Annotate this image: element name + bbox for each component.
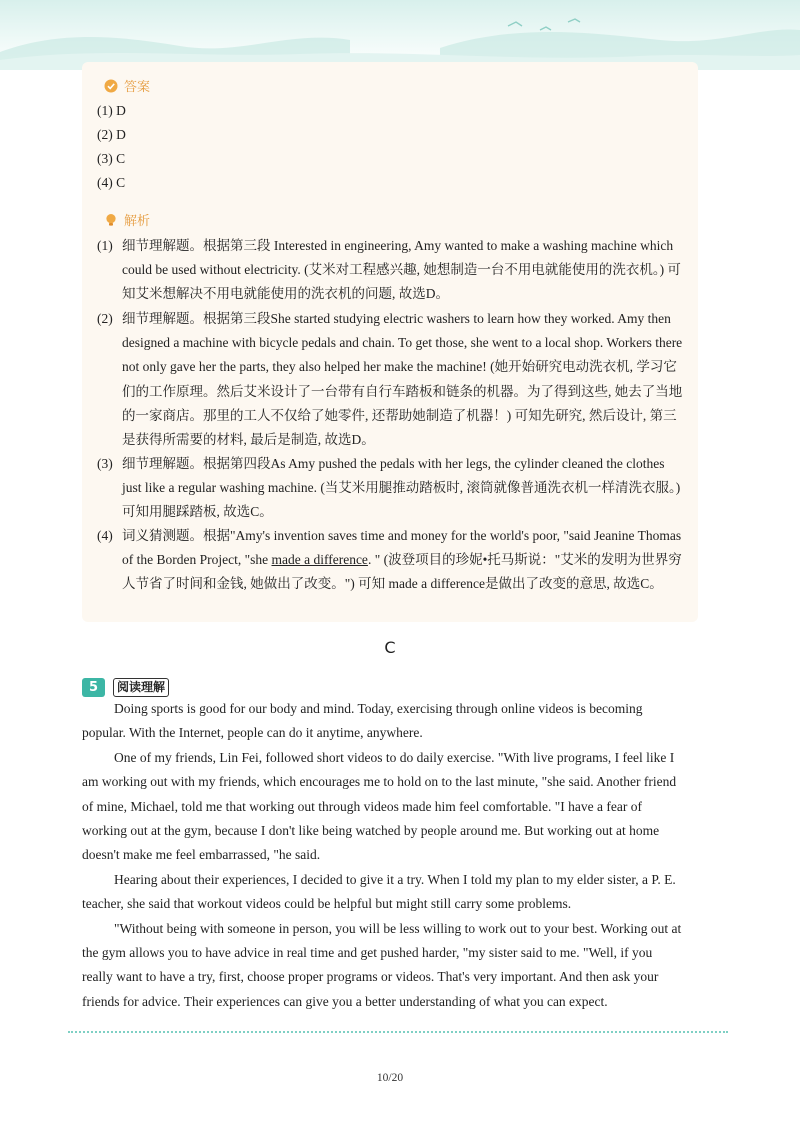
explanation-text: 细节理解题。根据第三段 Interested in engineering, Amy wanted to make a washing machine which could be used without electricity. (艾米对工程感兴趣, 她想制造一台不用电就能使用的洗衣机。) 可知艾米想解决不用电就能使用的洗衣机的问题, 故选D。 [122,238,681,302]
section-letter: C [384,638,396,657]
underlined-phrase: made a difference [271,552,368,568]
explanation-text: 细节理解题。根据第四段As Amy pushed the pedals with her legs, the cylinder cleaned the clothes just like a regular washing machine. (当艾米用腿推动踏板时, 滚筒就像普通洗衣机一样清洗衣服。) 可知用腿踩踏板, 故选C。 [122,456,681,520]
answer-item: (4) C [97,175,126,190]
page-number: 10/20 [376,1072,404,1084]
answer-label-text: 答案 [124,80,151,95]
question-number-badge: 5 [82,678,105,697]
answer-item: (1) D [97,103,126,118]
explanation-number: (1) [97,238,113,253]
passage-paragraph: Doing sports is good for our body and mind. Today, exercising through online videos is becoming popular. With the Internet, people can do it anytime, anywhere. [82,701,643,741]
header-banner [0,0,800,70]
explanation-item [97,234,687,307]
explanation-text [122,524,687,597]
check-badge-icon [104,79,118,93]
analysis-label-text: 解析 [124,214,151,229]
reading-passage [82,697,682,1014]
answer-item: (2) D [97,127,126,142]
passage-paragraph: Hearing about their experiences, I decided to give it a try. When I told my plan to my elder sister, a P. E. teacher, she said that workout videos could be helpful but might still carry some problems. [82,871,676,912]
explanation-number: (2) [97,311,113,326]
explanation-text: 细节理解题。根据第三段She started studying electric washers to learn how they worked. Amy then designed a machine with bicycle pedals and chain. To get those, she went to a local shop. Workers there not only gave her the parts, they also helped her make the machine! (她开始研究电动洗衣机, 学习它们的工作原理。然后艾米设计了一台带有自行车踏板和链条的机器。为了得到这些, 她去了当地的一家商店。那里的工人不仅给了她零件, 还帮助她制造了机器！) 可知先研究, 然后设计, 第三是获得所需要的材料, 最后是制造, 故选D。 [122,311,683,448]
passage-paragraph: One of my friends, Lin Fei, followed short videos to do daily exercise. "With live programs, I feel like I am working out with my friends, which encourages me to hold on to the last minute, "she said. Another friend of mine, Michael, told me that working out through videos made him feel comfortable. "I have a fear of working out at the gym, because I don't like being watched by people around me. But working out at home doesn't make me feel embarrassed, "he said. [82,749,677,863]
analysis-label [104,210,150,229]
landscape-decoration-icon [0,0,800,70]
explanation-text-pre: 词义猜测题。根据"Amy's invention saves time and money for the world's poor, "said Jeanine Thomas of the Borden Project, "she [122,528,682,568]
explanation-item [97,524,687,597]
explanation-text-post: . " (波登项目的珍妮•托马斯说："艾米的发明为世界穷人节省了时间和金钱, 她做出了改变。") 可知 made a difference是做出了改变的意思, 故选C。 [122,552,682,592]
passage-paragraph: "Without being with someone in person, you will be less willing to work out to your best. Working out at the gym allows you to have advice in real time and get pushed harder, "my sister said to me. "Well, if you really want to have a try, first, choose proper programs or videos. That's very important. And then ask your friends for advice. Their experiences can give you a better understanding of what you can expect. [82,920,682,1009]
lightbulb-icon [104,213,118,227]
answer-label [104,76,150,95]
explanation-number: (4) [97,528,113,543]
explanation-item [97,307,687,452]
dotted-divider [68,1031,728,1033]
question-header [82,678,169,697]
answer-item: (3) C [97,151,126,166]
explanation-item [97,452,687,525]
question-type-tag: 阅读理解 [113,678,169,697]
explanation-number: (3) [97,456,113,471]
